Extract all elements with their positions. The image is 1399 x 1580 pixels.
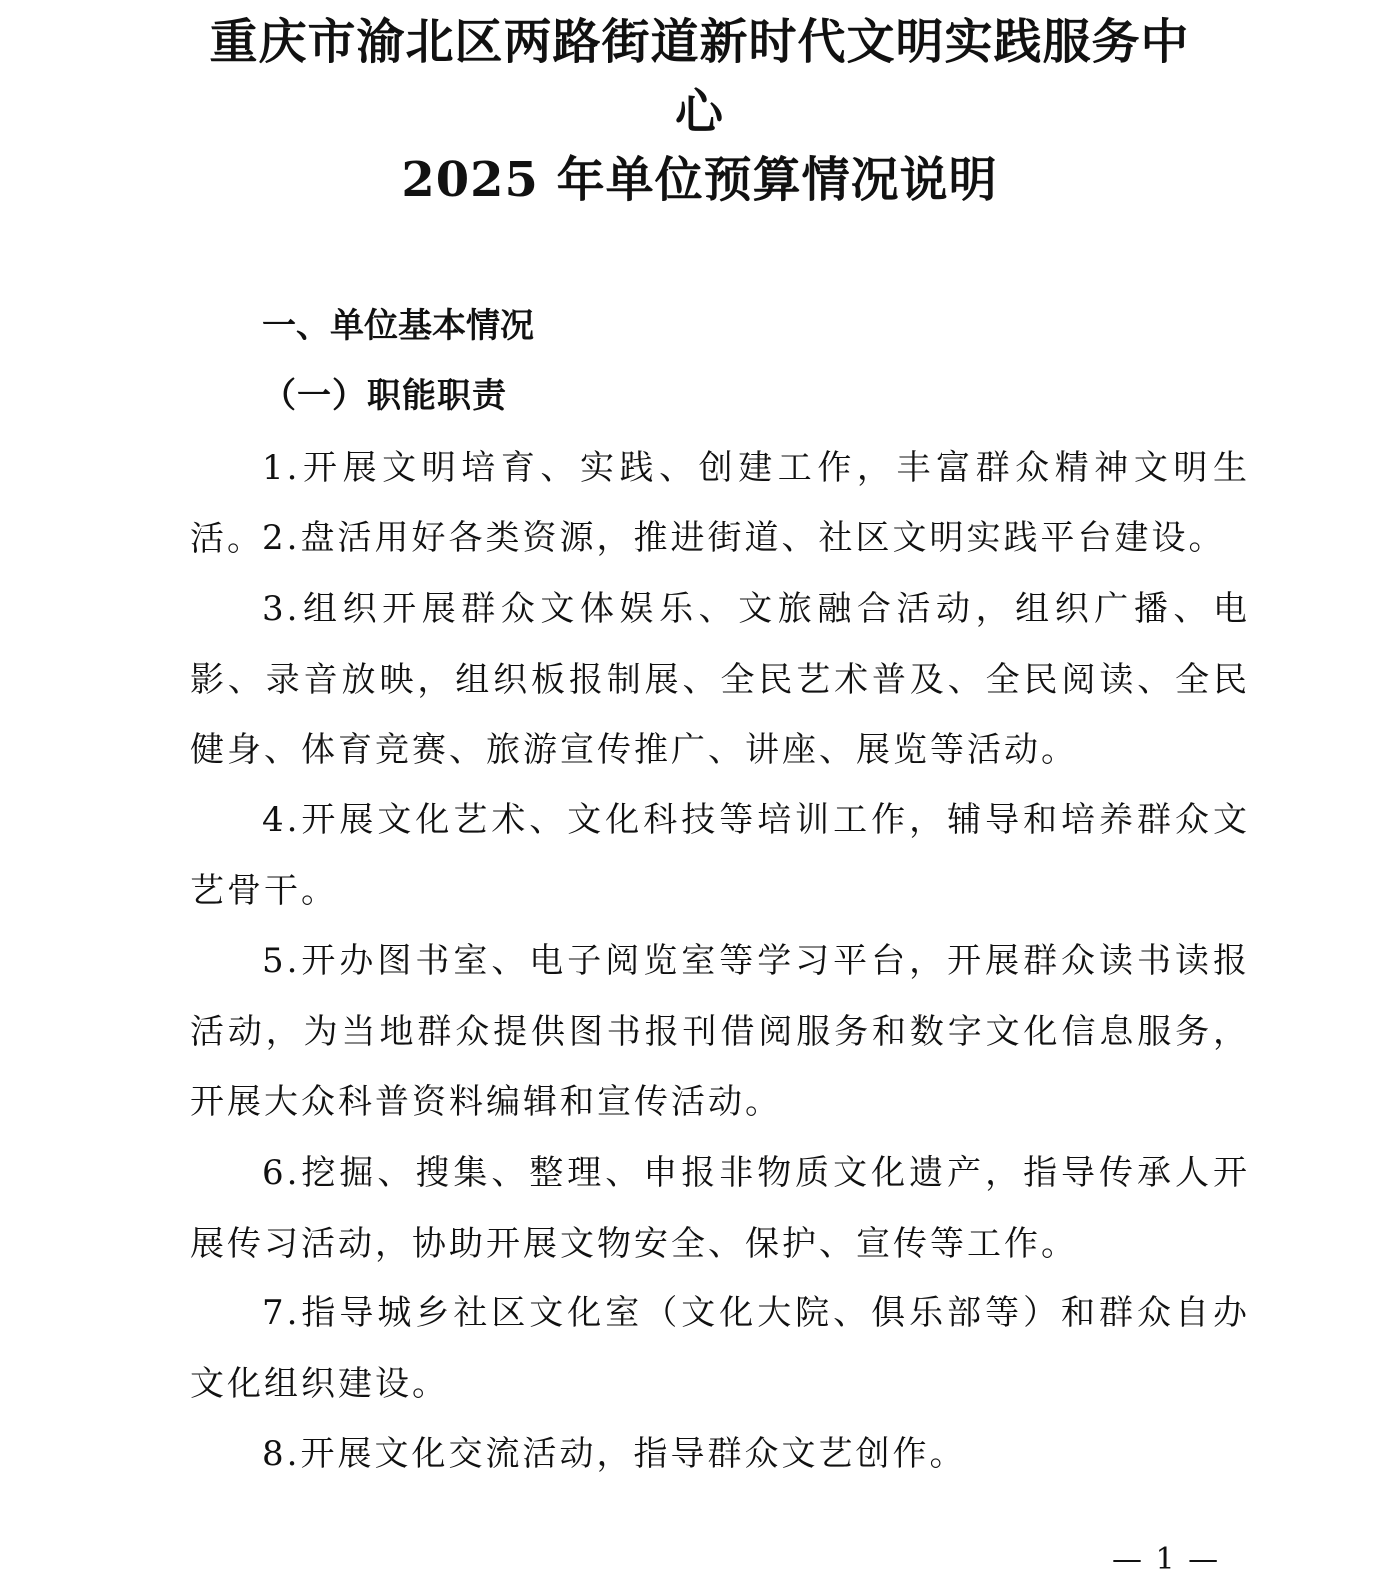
duty-paragraph-4: 4.开展文化艺术、文化科技等培训工作，辅导和培养群众文艺骨干。 bbox=[190, 800, 1250, 911]
document-title-line-3: 2025 年单位预算情况说明 bbox=[401, 152, 998, 208]
duty-paragraph-7: 7.指导城乡社区文化室（文化大院、俱乐部等）和群众自办文化组织建设。 bbox=[190, 1293, 1250, 1404]
section-heading: 一、单位基本情况 bbox=[262, 306, 534, 346]
duty-paragraph-8: 8.开展文化交流活动，指导群众文艺创作。 bbox=[262, 1434, 967, 1474]
duty-paragraph-6: 6.挖掘、搜集、整理、申报非物质文化遗产，指导传承人开展传习活动，协助开展文物安全、保护、宣传等工作。 bbox=[190, 1153, 1250, 1264]
page-number: — 1 — bbox=[1112, 1542, 1221, 1577]
duty-paragraph-3: 3.组织开展群众文体娱乐、文旅融合活动，组织广播、电影、录音放映，组织板报制展、全民艺术普及、全民阅读、全民健身、体育竞赛、旅游宣传推广、讲座、展览等活动。 bbox=[190, 589, 1250, 770]
duty-paragraph-5: 5.开办图书室、电子阅览室等学习平台，开展群众读书读报活动，为当地群众提供图书报刊借阅服务和数字文化信息服务，开展大众科普资料编辑和宣传活动。 bbox=[190, 941, 1250, 1122]
duty-paragraph-2: 2.盘活用好各类资源，推进街道、社区文明实践平台建设。 bbox=[262, 518, 1226, 558]
duty-paragraph-1: 1.开展文明培育、实践、创建工作，丰富群众精神文明生活。 bbox=[190, 448, 1250, 559]
document-title-line-1: 重庆市渝北区两路街道新时代文明实践服务中 bbox=[209, 14, 1190, 70]
subsection-heading: （一）职能职责 bbox=[262, 376, 507, 416]
document-title-line-2: 心 bbox=[674, 84, 724, 140]
